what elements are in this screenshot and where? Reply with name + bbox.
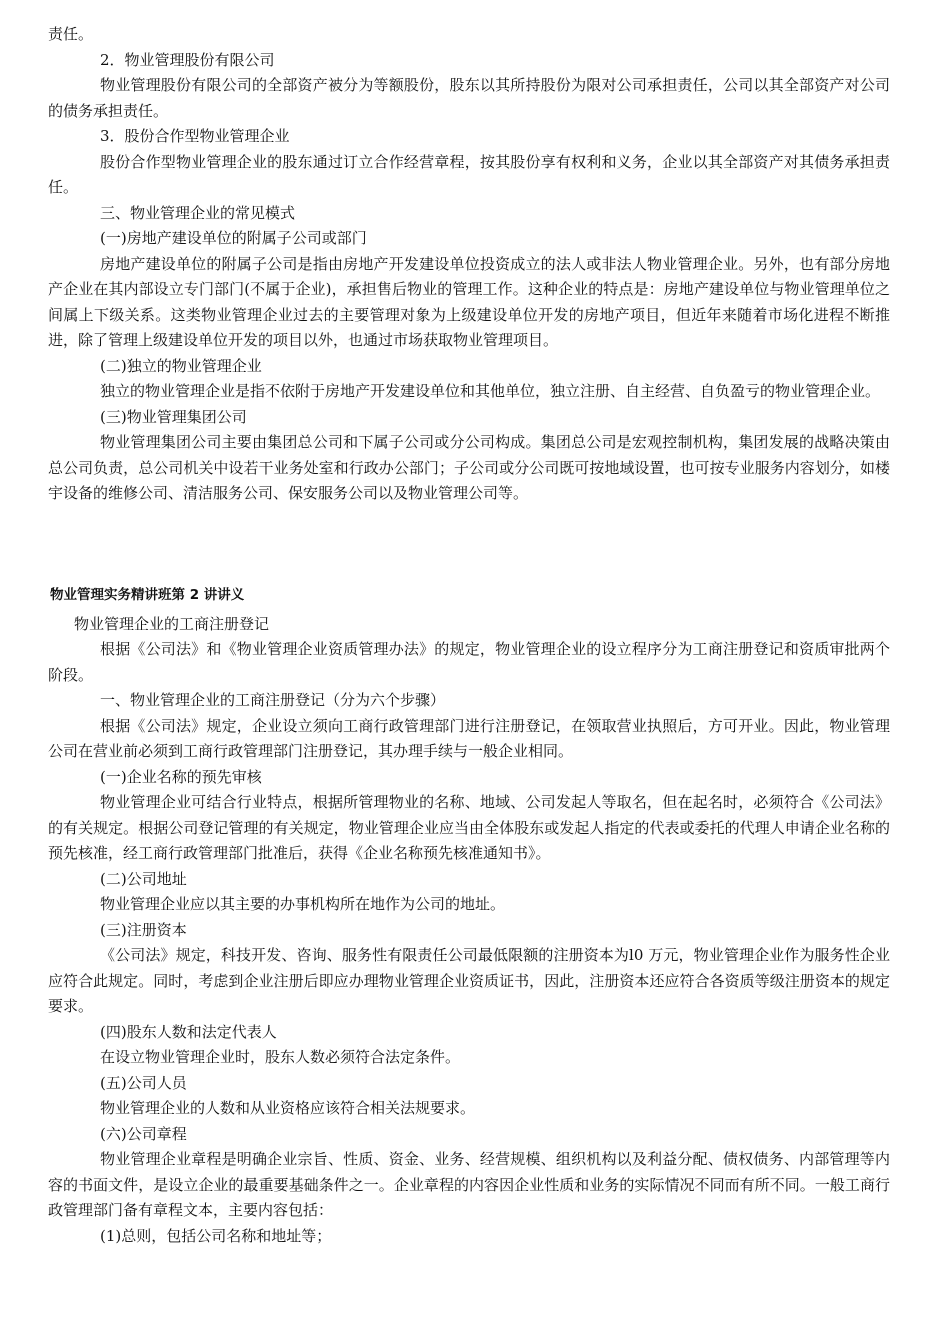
subheading: 3．股份合作型物业管理企业	[100, 127, 290, 145]
paragraph: 物业管理企业应以其主要的办事机构所在地作为公司的地址。	[100, 895, 506, 913]
topic-title: 物业管理企业的工商注册登记	[74, 614, 270, 633]
section-heading: 三、物业管理企业的常见模式	[100, 203, 296, 222]
paragraph: 物业管理股份有限公司的全部资产被分为等额股份，股东以其所持股份为限对公司承担责任，公司以其全部资产对公司的债务承担责任。	[48, 76, 890, 120]
list-item: (1)总则，包括公司名称和地址等；	[100, 1226, 332, 1245]
paragraph: 责任。	[48, 25, 94, 43]
paragraph: 根据《公司法》规定，企业设立须向工商行政管理部门进行注册登记，在领取营业执照后，方可开业。因此，物业管理公司在营业前必须到工商行政管理部门注册登记，其办理手续与一般企业相同。	[48, 716, 890, 760]
section-heading: 一、物业管理企业的工商注册登记（分为六个步骤）	[100, 691, 446, 709]
subheading: (三)物业管理集团公司	[100, 407, 247, 426]
subheading: (一)房地产建设单位的附属子公司或部门	[100, 229, 367, 247]
paragraph: 股份合作型物业管理企业的股东通过订立合作经营章程，按其股份享有权利和义务，企业以其全部资产对其债务承担责任。	[48, 152, 890, 196]
document-page	[48, 22, 890, 1249]
subheading: (四)股东人数和法定代表人	[100, 1022, 277, 1041]
paragraph: 房地产建设单位的附属子公司是指由房地产开发建设单位投资成立的法人或非法人物业管理企业。另外，也有部分房地产企业在其内部设立专门部门(不属于企业)，承担售后物业的管理工作。这种企业的特点是：房地产建设单位与物业管理单位之间属上下级关系。这类物业管理企业过去的主要管理对象为上级建设单位开发的房地产项目，但近年来随着市场化进程不断推进，除了管理上级建设单位开发的项目以外，也通过市场获取物业管理项目。	[48, 254, 890, 349]
paragraph: 根据《公司法》和《物业管理企业资质管理办法》的规定，物业管理企业的设立程序分为工商注册登记和资质审批两个阶段。	[48, 640, 890, 684]
subheading: 2．物业管理股份有限公司	[100, 50, 275, 69]
section-gap	[48, 507, 890, 584]
paragraph: 物业管理集团公司主要由集团总公司和下属子公司或分公司构成。集团总公司是宏观控制机构，集团发展的战略决策由总公司负责，总公司机关中设若干业务处室和行政办公部门；子公司或分公司既可按地域设置，也可按专业服务内容划分，如楼宇设备的维修公司、清洁服务公司、保安服务公司以及物业管理公司等。	[48, 433, 890, 502]
subheading: (二)公司地址	[100, 869, 187, 888]
subheading: (五)公司人员	[100, 1073, 187, 1092]
paragraph: 独立的物业管理企业是指不依附于房地产开发建设单位和其他单位，独立注册、自主经营、自负盈亏的物业管理企业。	[100, 382, 881, 400]
paragraph: 在设立物业管理企业时，股东人数必须符合法定条件。	[100, 1048, 461, 1066]
subheading: (一)企业名称的预先审核	[100, 767, 262, 786]
subheading: (六)公司章程	[100, 1124, 187, 1143]
subheading: (二)独立的物业管理企业	[100, 356, 262, 375]
paragraph: 《公司法》规定，科技开发、咨询、服务性有限责任公司最低限额的注册资本为l0 万元，物业管理企业作为服务性企业应符合此规定。同时，考虑到企业注册后即应办理物业管理企业资质证书，因此，注册资本还应符合各资质等级注册资本的规定要求。	[48, 946, 890, 1015]
paragraph: 物业管理企业可结合行业特点，根据所管理物业的名称、地域、公司发起人等取名，但在起名时，必须符合《公司法》的有关规定。根据公司登记管理的有关规定，物业管理企业应当由全体股东或发起人指定的代表或委托的代理人申请企业名称的预先核准，经工商行政管理部门批准后，获得《企业名称预先核准通知书》。	[48, 793, 890, 862]
subheading: (三)注册资本	[100, 920, 187, 939]
paragraph: 物业管理企业的人数和从业资格应该符合相关法规要求。	[100, 1099, 476, 1117]
paragraph: 物业管理企业章程是明确企业宗旨、性质、资金、业务、经营规模、组织机构以及利益分配、债权债务、内部管理等内容的书面文件，是设立企业的最重要基础条件之一。企业章程的内容因企业性质和业务的实际情况不同而有所不同。一般工商行政管理部门备有章程文本，主要内容包括：	[48, 1150, 890, 1219]
lecture-title: 物业管理实务精讲班第 2 讲讲义	[50, 586, 245, 603]
